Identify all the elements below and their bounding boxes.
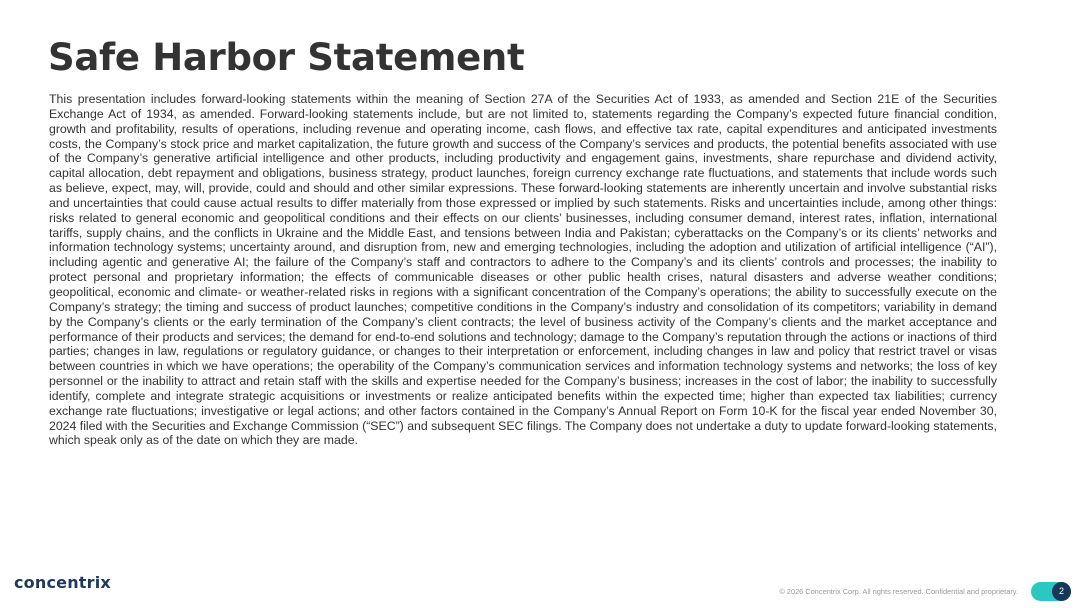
slide-title: Safe Harbor Statement bbox=[48, 36, 525, 79]
copyright-notice: © 2026 Concentrix Corp. All rights reserved. Confidential and proprietary. bbox=[779, 587, 1018, 596]
concentrix-logo: concentrix bbox=[14, 573, 111, 592]
page-number: 2 bbox=[1052, 582, 1071, 601]
page-indicator bbox=[1031, 582, 1071, 601]
safe-harbor-body-text: This presentation includes forward-looking statements within the meaning of Section 27A of the Securities Act of 1933, as amended and Section 21E of the Securities Exchange Act of 1934, as amended. Forward-looking statements include, but are not limited to, statements regarding the Company’s expected future financial condition, growth and profitability, results of operations, including revenue and operating income, cash flows, and effective tax rate, capital expenditures and anticipated investments costs, the Company’s stock price and market capitalization, the future growth and success of the Company’s services and products, the potential benefits associated with use of the Company’s generative artificial intelligence and other products, including productivity and engagement gains, investments, share repurchase and dividend activity, capital allocation, debt repayment and obligations, business strategy, product launches, foreign currency exchange rate fluctuations, and statements that include words such as believe, expect, may, will, provide, could and should and other similar expressions. These forward-looking statements are inherently uncertain and involve substantial risks and uncertainties that could cause actual results to differ materially from those expressed or implied by such statements. Risks and uncertainties include, among other things: risks related to general economic and geopolitical conditions and their effects on our clients’ businesses, including consumer demand, interest rates, inflation, international tariffs, supply chains, and the conflicts in Ukraine and the Middle East, and tensions between India and Pakistan; cyberattacks on the Company’s or its clients’ networks and information technology systems; uncertainty around, and disruption from, new and emerging technologies, including the adoption and utilization of artificial intelligence (“AI”), including agentic and generative AI; the failure of the Company’s staff and contractors to adhere to the Company’s and its clients’ controls and processes; the inability to protect personal and proprietary information; the effects of communicable diseases or other public health crises, natural disasters and adverse weather conditions; geopolitical, economic and climate- or weather-related risks in regions with a significant concentration of the Company’s operations; the ability to successfully execute on the Company’s strategy; the timing and success of product launches; competitive conditions in the Company’s industry and consolidation of its competitors; variability in demand by the Company’s clients or the early termination of the Company’s client contracts; the level of business activity of the Company’s clients and the market acceptance and performance of their products and services; the demand for end-to-end solutions and technology; damage to the Company’s reputation through the actions or inactions of third parties; changes in law, regulations or regulatory guidance, or changes to their interpretation or enforcement, including changes in law and policy that restrict travel or visas between countries in which we have operations; the operability of the Company’s communication services and information technology systems and networks; the loss of key personnel or the inability to attract and retain staff with the skills and expertise needed for the Company’s business; increases in the cost of labor; the inability to successfully identify, complete and integrate strategic acquisitions or investments or realize anticipated benefits within the expected time; higher than expected tax liabilities; currency exchange rate fluctuations; investigative or legal actions; and other factors contained in the Company’s Annual Report on Form 10-K for the fiscal year ended November 30, 2024 filed with the Securities and Exchange Commission (“SEC”) and subsequent SEC filings. The Company does not undertake a duty to update forward-looking statements, which speak only as of the date on which they are made. bbox=[49, 92, 997, 448]
